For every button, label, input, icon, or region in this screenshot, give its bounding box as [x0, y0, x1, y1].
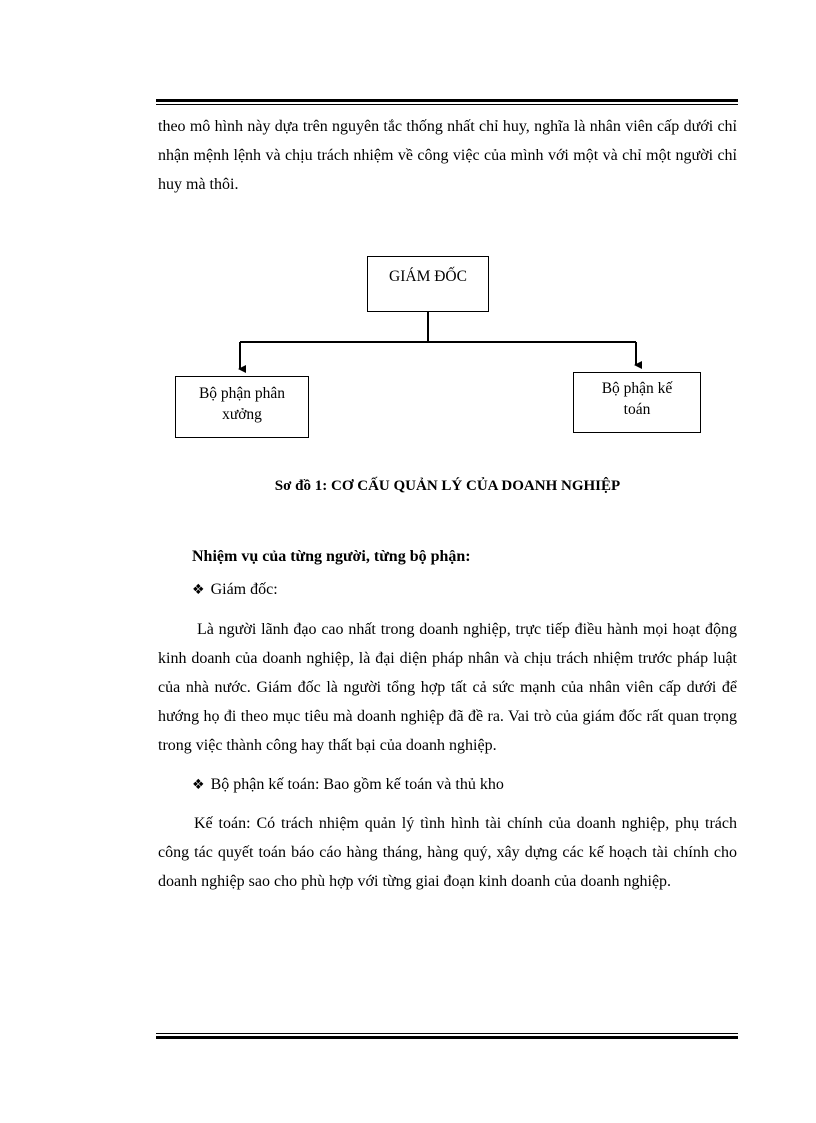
box-giam-doc [367, 256, 489, 312]
footer-rule [156, 1033, 738, 1039]
box-ke-toan-line2: toán [623, 401, 651, 418]
box-phan-xuong [175, 376, 309, 438]
box-ke-toan [573, 372, 701, 433]
bullet-ke-toan-label: Bộ phận kế toán: Bao gồm kế toán và thủ kho [210, 776, 504, 793]
box-giam-doc-label: GIÁM ĐỐC [389, 268, 467, 285]
section-heading: Nhiệm vụ của từng người, từng bộ phận: [192, 548, 471, 565]
diamond-bullet-icon: ❖ [192, 582, 205, 598]
bullet-giam-doc-label: Giám đốc: [210, 581, 278, 598]
paragraph-giam-doc: Là người lãnh đạo cao nhất trong doanh nghiệp, trực tiếp điều hành mọi hoạt động kinh doanh của doanh nghiệp, là đại diện pháp nhân và chịu trách nhiệm trước pháp luật của nhà nước. Giám đốc là người tổng hợp tất cả sức mạnh của nhân viên cấp dưới để hướng họ đi theo mục tiêu mà doanh nghiệp đã đề ra. Vai trò của giám đốc rất quan trọng trong việc thành công hay thất bại của doanh nghiệp. [158, 621, 737, 754]
box-phan-xuong-line1: Bộ phận phân [198, 385, 286, 402]
box-ke-toan-line1: Bộ phận kế [601, 380, 673, 397]
intro-paragraph: theo mô hình này dựa trên nguyên tắc thống nhất chỉ huy, nghĩa là nhân viên cấp dưới chỉ nhận mệnh lệnh và chịu trách nhiệm về công việc của mình với một và chỉ một người chỉ huy mà thôi. [158, 118, 737, 193]
box-phan-xuong-line2: xưởng [222, 406, 262, 423]
bullet-giam-doc [192, 581, 278, 599]
bullet-ke-toan [192, 776, 504, 794]
diagram-caption: Sơ đồ 1: CƠ CẤU QUẢN LÝ CỦA DOANH NGHIỆP [274, 478, 621, 494]
diamond-bullet-icon: ❖ [192, 777, 205, 793]
paragraph-ke-toan: Kế toán: Có trách nhiệm quản lý tình hình tài chính của doanh nghiệp, phụ trách công tác quyết toán báo cáo hàng tháng, hàng quý, xây dựng các kế hoạch tài chính cho doanh nghiệp sao cho phù hợp với từng giai đoạn kinh doanh của doanh nghiệp. [158, 815, 737, 890]
